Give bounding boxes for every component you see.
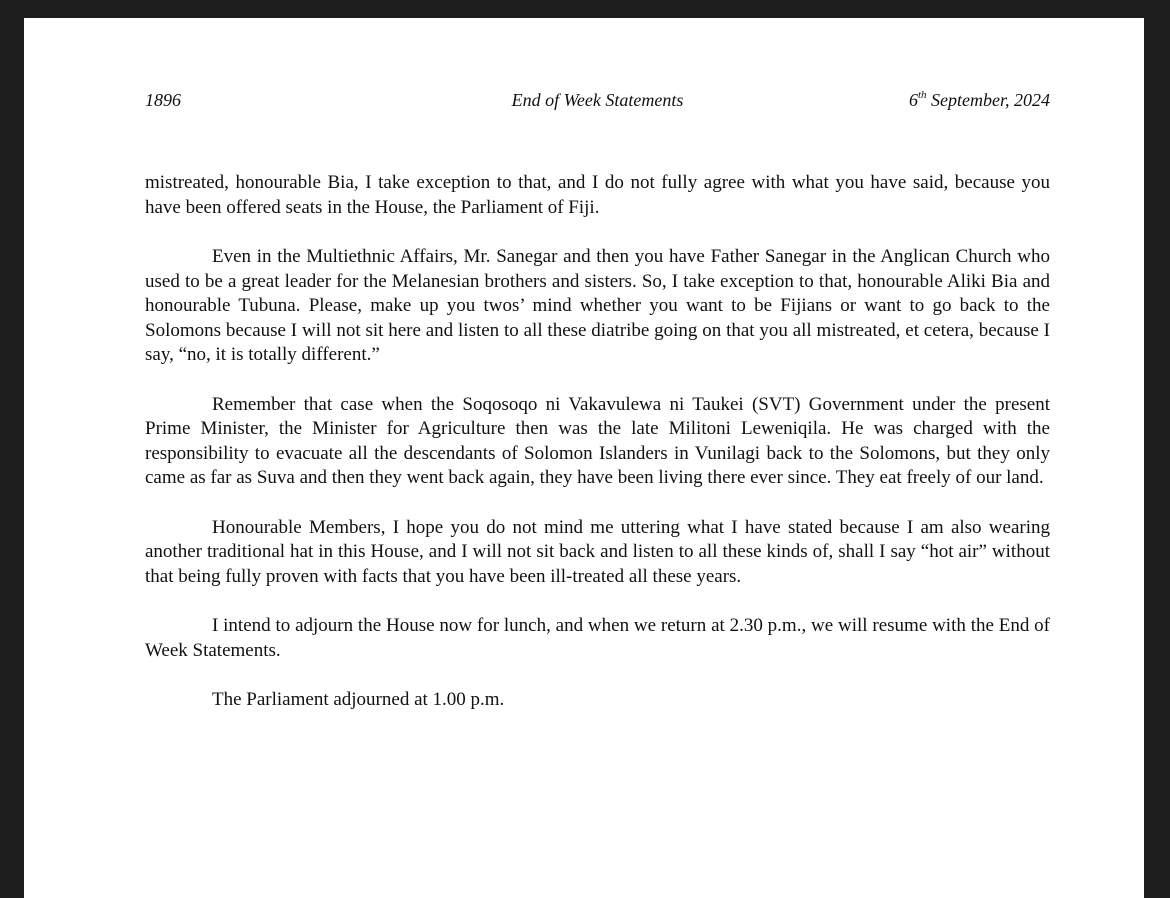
page-number: 1896 <box>145 90 181 110</box>
running-header <box>145 88 1050 112</box>
document-page <box>24 18 1144 898</box>
date-ordinal-suffix: th <box>917 89 927 101</box>
header-date <box>909 88 1050 112</box>
date-month-year: September, 2024 <box>926 90 1050 110</box>
date-day: 6 <box>908 90 918 110</box>
paragraph-continuation: mistreated, honourable Bia, I take exception to that, and I do not fully agree with what you have said, because you have been offered seats in the House, the Parliament of Fiji. <box>145 172 1050 218</box>
paragraph: Remember that case when the Soqosoqo ni Vakavulewa ni Taukei (SVT) Government under the present Prime Minister, the Minister for Agriculture then was the late Militoni Leweniqila. He was charged with the responsibility to evacuate all the descendants of Solomon Islanders in Vunilagi back to the Solomons, but they only came as far as Suva and then they went back again, they have been living there ever since. They eat freely of our land. <box>145 393 1050 488</box>
paragraph: I intend to adjourn the House now for lunch, and when we return at 2.30 p.m., we will resume with the End of Week Statements. <box>145 615 1050 661</box>
document-body <box>145 171 1050 738</box>
section-title: End of Week Statements <box>511 90 684 110</box>
paragraph: Honourable Members, I hope you do not mind me uttering what I have stated because I am also wearing another traditional hat in this House, and I will not sit back and listen to all these kinds of, shall I say “hot air” without that being fully proven with facts that you have been ill-treated all these years. <box>145 516 1050 587</box>
paragraph: Even in the Multiethnic Affairs, Mr. Sanegar and then you have Father Sanegar in the Anglican Church who used to be a great leader for the Melanesian brothers and sisters. So, I take exception to that, honourable Aliki Bia and honourable Tubuna. Please, make up you twos’ mind whether you want to be Fijians or want to go back to the Solomons because I will not sit here and listen to all these diatribe going on that you all mistreated, et cetera, because I say, “no, it is totally different.” <box>145 246 1050 365</box>
adjournment-note: The Parliament adjourned at 1.00 p.m. <box>212 689 505 710</box>
